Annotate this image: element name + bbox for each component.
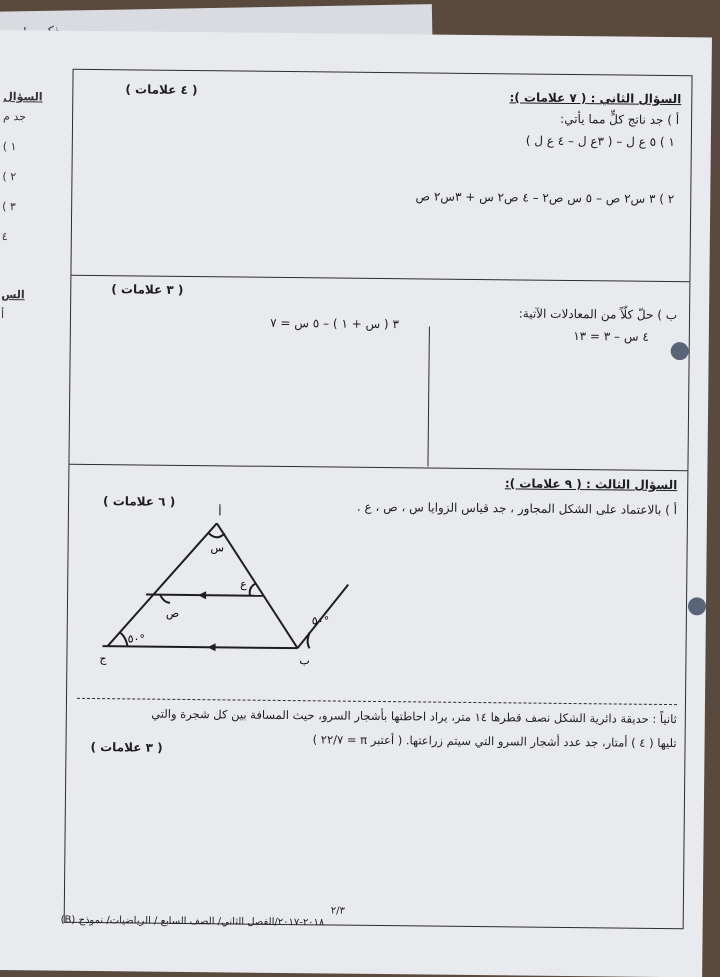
parallel-arrow-top — [198, 591, 206, 599]
label-right: ب — [299, 654, 310, 668]
q2-part-b-intro: ب ) حلّ كلّاً من المعادلات الآتية: — [518, 306, 678, 323]
q2-title: السؤال الثاني : ( ٧ علامات ): — [509, 90, 682, 107]
angle-bottom-arc — [120, 632, 128, 646]
prev-header: السؤال — [3, 90, 43, 104]
angle-s-arc — [209, 533, 225, 537]
previous-page-edge — [0, 90, 43, 370]
divider-part-2 — [77, 698, 677, 705]
page-number: ٢/٣ — [330, 905, 345, 917]
prev-line: جد م — [3, 110, 27, 124]
angle-c-arc — [160, 595, 170, 603]
angle-ext-arc — [308, 632, 310, 648]
footer-info: ٢٠١٨-٢٠١٧/الفصل الثاني/ الصف السابع / الرياضيات/ نموذج (B) — [60, 914, 325, 929]
q2-item-2: ٢ ) ٣ س٢ ص – ٥ س ص٢ – ٤ ص٢ س + ٣س٢ ص — [415, 189, 675, 207]
prev-item: ( ٣ — [2, 200, 16, 214]
label-top: أ — [218, 505, 222, 519]
divider-q2-part-b — [71, 275, 689, 282]
prev-item-5: أ — [0, 308, 5, 322]
angle-a-arc — [250, 584, 256, 596]
q3-title: السؤال الثالث : ( ٩ علامات ): — [504, 476, 678, 493]
angle-c-label: ص — [165, 606, 180, 620]
divider-q3 — [69, 464, 687, 471]
punch-hole — [671, 342, 689, 360]
label-left: ج — [99, 652, 107, 666]
exam-frame — [64, 69, 693, 929]
prev-item: ( ٢ — [2, 170, 17, 184]
equation-1: ٤ س – ٣ = ١٣ — [573, 329, 649, 344]
exam-page — [0, 30, 712, 977]
parallel-arrow-bottom — [208, 643, 216, 651]
angle-50-exterior: ٥٠° — [311, 614, 330, 628]
angle-50-bottom: ٥٠° — [127, 632, 146, 646]
triangle-figure — [97, 502, 359, 685]
q3-part-a: أ ) بالاعتماد على الشكل المجاور ، جد قياس الزوايا س ، ص ، ع . — [356, 499, 678, 518]
part-2-line-2: تليها ( ٤ ) أمتار، جد عدد أشجار السرو التي سيتم زراعتها. ( أعتبر π = ٢٢/٧ ) — [312, 732, 677, 751]
angle-s-label: س — [210, 541, 225, 555]
part-2-marks: ( ٣ علامات ) — [90, 739, 163, 755]
side-ab — [216, 523, 299, 648]
part-2-line-1: ثانياً : حديقة دائرية الشكل نصف قطرها ١٤ متر، يراد احاطتها بأشجار السرو، حيث المسافة بين كل شجرة والتي — [151, 706, 677, 727]
prev-item: ٤ — [1, 230, 8, 244]
angle-a-label: ع — [240, 577, 247, 591]
q2-item-1: ١ ) ٥ ع ل – ( ٣ع ل – ٤ ع ل ) — [525, 133, 675, 150]
side-cb — [103, 646, 298, 648]
punch-hole — [688, 597, 706, 615]
q2-marks-a: ( ٤ علامات ) — [125, 82, 198, 98]
equation-2: ٣ ( س + ١ ) – ٥ س = ٧ — [270, 315, 400, 332]
prev-item: ( ١ — [2, 140, 17, 154]
answer-column-divider — [427, 327, 429, 467]
q2-marks-b: ( ٣ علامات ) — [111, 282, 184, 297]
q2-part-a-intro: أ ) جد ناتج كلٍّ مما يأتي: — [560, 111, 680, 128]
prev-header-2: الس — [1, 288, 25, 302]
q3-marks-a: ( ٦ علامات ) — [102, 494, 176, 509]
side-ac — [108, 522, 217, 647]
